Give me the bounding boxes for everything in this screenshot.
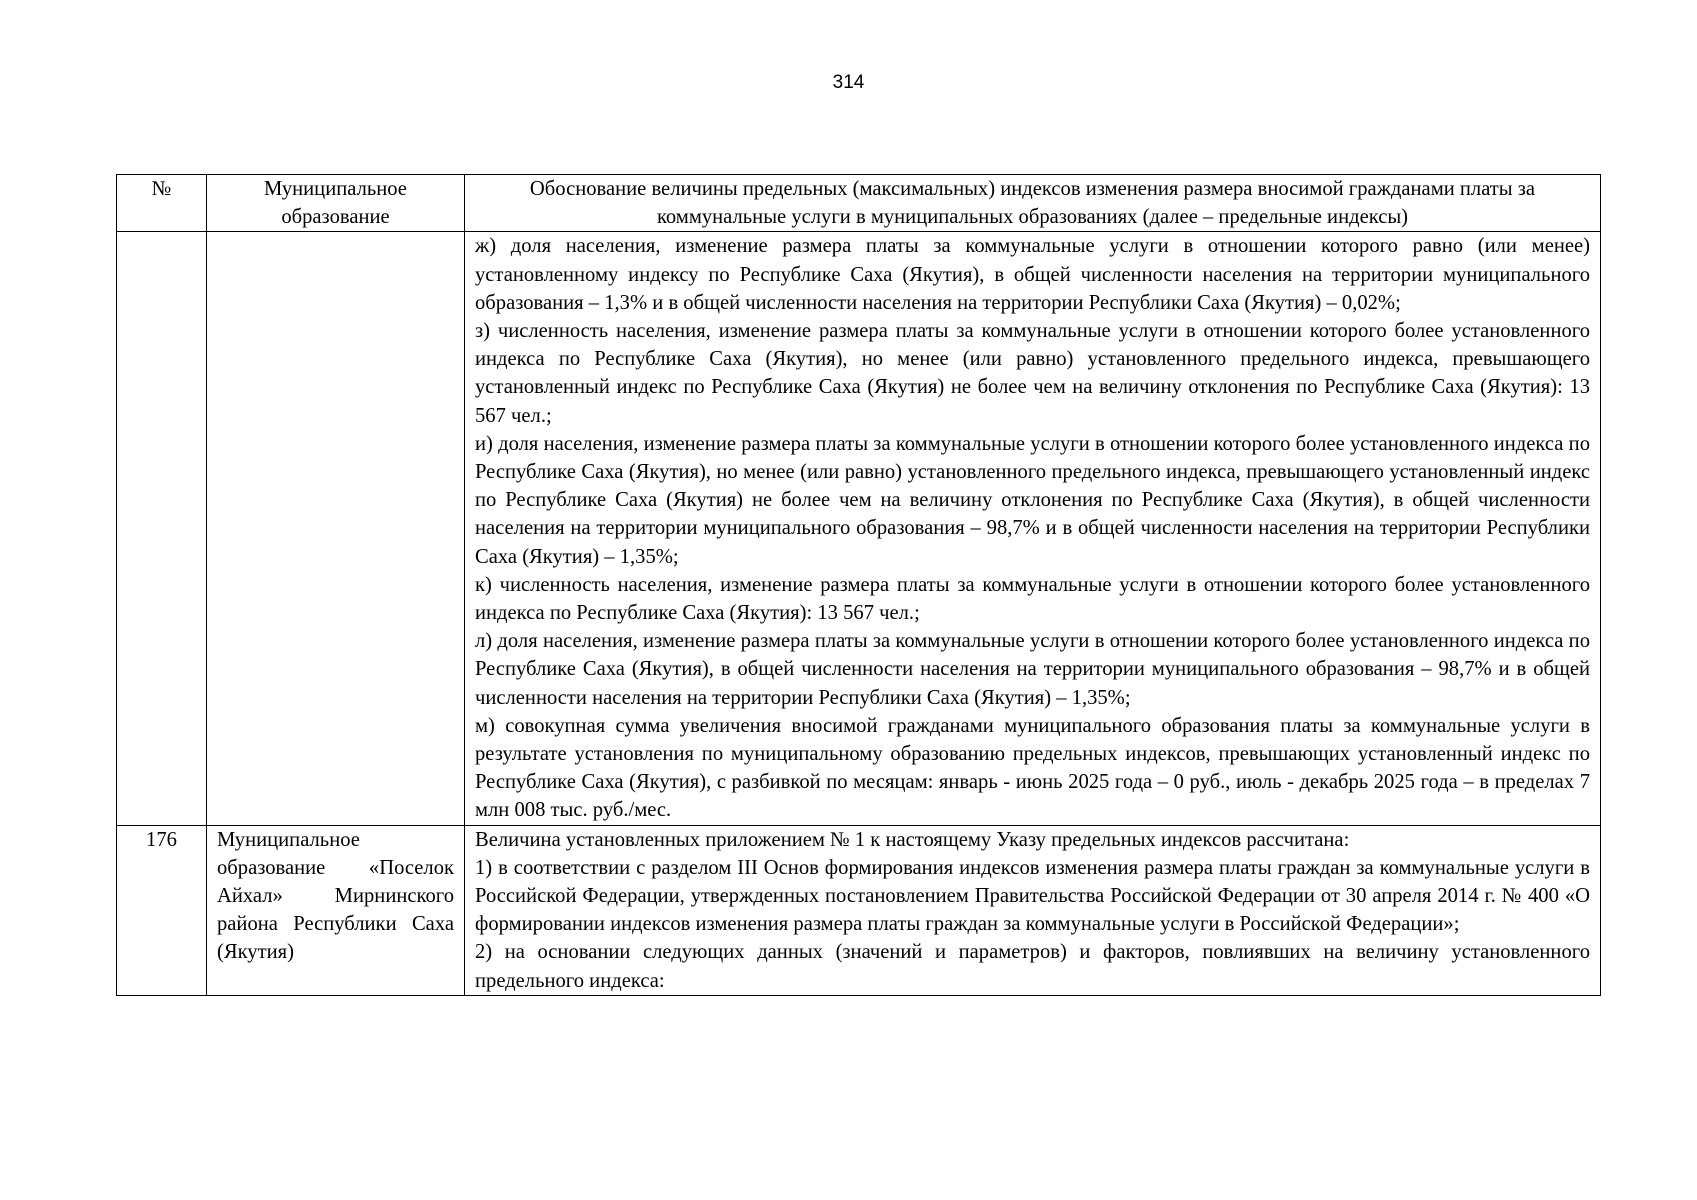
row-municipality [207, 232, 465, 825]
paragraph-z: з) численность населения, изменение размера платы за коммунальные услуги в отношении которого более установленного индекса по Республике Саха (Якутия), но менее (или равно) установленного предельного индекса, превышающего установленный индекс по Республике Саха (Якутия) не более чем на величину отклонения по Республике Саха (Якутия): 13 567 чел.; [475, 320, 1590, 427]
paragraph-intro: Величина установленных приложением № 1 к настоящему Указу предельных индексов рассчитана: [475, 828, 1350, 851]
header-number: № [117, 175, 207, 232]
paragraph-k: к) численность населения, изменение размера платы за коммунальные услуги в отношении которого более установленного индекса по Республике Саха (Якутия): 13 567 чел.; [475, 573, 1590, 625]
header-municipality: Муниципальное образование [207, 175, 465, 232]
paragraph-l: л) доля населения, изменение размера платы за коммунальные услуги в отношении которого более установленного индекса по Республике Саха (Якутия), в общей численности населения на территории муниципального образования – 98,7% и в общей численности населения на территории Республики Саха (Якутия) – 1,35%; [475, 630, 1590, 709]
table-row [117, 232, 1601, 825]
paragraph-1: 1) в соответствии с разделом III Основ формирования индексов изменения размера платы граждан за коммунальные услуги в Российской Федерации, утвержденных постановлением Правительства Российской Федерации от 30 апреля 2014 г. № 400 «О формировании индексов изменения размера платы граждан за коммунальные услуги в Российской Федерации»; [475, 856, 1590, 936]
row-number: 176 [117, 825, 207, 995]
page-number: 314 [832, 72, 865, 93]
row-municipality: Муниципальное образование «Поселок Айхал» Мирнинского района Республики Саха (Якутия) [207, 825, 465, 995]
row-rationale [465, 825, 1601, 995]
paragraph-zh: ж) доля населения, изменение размера платы за коммунальные услуги в отношении которого равно (или менее) установленному индексу по Республике Саха (Якутия), в общей численности населения на территории муниципального образования – 1,3% и в общей численности населения на территории Республики Саха (Якутия) – 0,02%; [475, 235, 1590, 314]
row-rationale [465, 232, 1601, 825]
row-number [117, 232, 207, 825]
paragraph-2: 2) на основании следующих данных (значений и параметров) и факторов, повлиявших на величину установленного предельного индекса: [475, 941, 1590, 992]
table-header-row [117, 175, 1601, 232]
paragraph-i: и) доля населения, изменение размера платы за коммунальные услуги в отношении которого более установленного индекса по Республике Саха (Якутия), но менее (или равно) установленного предельного индекса, превышающего установленный индекс по Республике Саха (Якутия) не более чем на величину отклонения по Республике Саха (Якутия), в общей численности населения на территории муниципального образования – 98,7% и в общей численности населения на территории Республики Саха (Якутия) – 1,35%; [475, 432, 1590, 568]
table-row [117, 825, 1601, 995]
header-rationale: Обоснование величины предельных (максимальных) индексов изменения размера вносимой гражданами платы за коммунальные услуги в муниципальных образованиях (далее – предельные индексы) [465, 175, 1601, 232]
rationale-table [116, 174, 1601, 996]
paragraph-m: м) совокупная сумма увеличения вносимой гражданами муниципального образования платы за коммунальные услуги в результате установления по муниципальному образованию предельных индексов, превышающих установленный индекс по Республике Саха (Якутия), с разбивкой по месяцам: январь - июнь 2025 года – 0 руб., июль - декабрь 2025 года – в пределах 7 млн 008 тыс. руб./мес. [475, 714, 1590, 822]
